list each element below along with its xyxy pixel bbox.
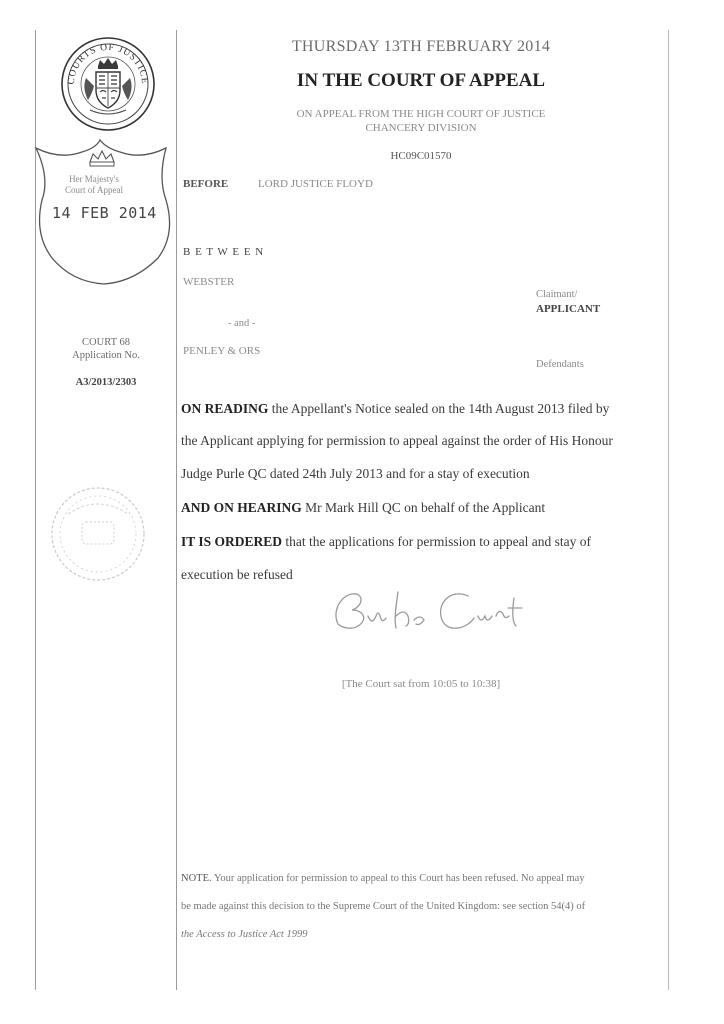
ordered-line1 xyxy=(181,534,661,550)
appeal-from-line2: CHANCERY DIVISION xyxy=(365,122,477,134)
note-text-1: . Your application for permission to appeal to this Court has been refused. No appeal may xyxy=(209,873,585,884)
court-title: IN THE COURT OF APPEAL xyxy=(296,70,546,91)
ordered-label: IT IS ORDERED xyxy=(181,534,283,549)
stamp-line2: Court of Appeal xyxy=(65,185,123,195)
stamp-date: 14 FEB 2014 xyxy=(52,204,157,222)
ordered-text-1: that the applications for permission to appeal and stay of xyxy=(282,534,591,549)
seal-text: COURTS OF JUSTICE xyxy=(66,42,150,85)
claimant-role-line2: APPLICANT xyxy=(536,303,601,315)
ordered-line2: execution be refused xyxy=(181,567,293,582)
court-number: COURT 68 xyxy=(82,337,130,348)
stamp-line1: Her Majesty's xyxy=(69,174,119,184)
judge-name: LORD JUSTICE FLOYD xyxy=(258,178,373,190)
on-hearing-line xyxy=(181,500,661,516)
order-date: THURSDAY 13TH FEBRUARY 2014 xyxy=(291,38,551,55)
court-sitting-times: [The Court sat from 10:05 to 10:38] xyxy=(341,678,501,690)
application-number: A3/2013/2303 xyxy=(75,377,137,388)
application-label: Application No. xyxy=(72,350,140,361)
on-reading-line2: the Applicant applying for permission to appeal against the order of His Honour xyxy=(181,433,613,448)
between-label: B E T W E E N xyxy=(183,246,265,258)
on-hearing-label: AND ON HEARING xyxy=(181,500,302,515)
and-label: - and - xyxy=(228,318,256,329)
on-reading-text-1: the Appellant's Notice sealed on the 14th August 2013 filed by xyxy=(268,401,610,416)
signature-icon xyxy=(318,582,538,642)
court-seal xyxy=(60,36,156,132)
before-label: BEFORE xyxy=(183,178,229,190)
faint-seal-icon xyxy=(48,484,148,584)
note-line3: the Access to Justice Act 1999 xyxy=(181,929,308,940)
note-line1 xyxy=(181,873,661,884)
case-number: HC09C01570 xyxy=(390,150,452,162)
on-reading-line1 xyxy=(181,401,661,417)
faint-seal xyxy=(48,484,148,584)
appeal-from-line1: ON APPEAL FROM THE HIGH COURT OF JUSTICE xyxy=(296,108,546,120)
right-margin-line xyxy=(668,30,669,990)
claimant-role-line1: Claimant/ xyxy=(536,289,578,300)
on-reading-label: ON READING xyxy=(181,401,269,416)
seal-icon xyxy=(60,36,156,132)
signature xyxy=(318,582,538,642)
on-reading-line3: Judge Purle QC dated 24th July 2013 and for a stay of execution xyxy=(181,466,530,481)
defendant-role: Defendants xyxy=(536,359,584,370)
claimant-name: WEBSTER xyxy=(183,276,235,288)
received-stamp xyxy=(30,138,180,288)
defendant-name: PENLEY & ORS xyxy=(183,345,261,357)
on-hearing-text: Mr Mark Hill QC on behalf of the Applicant xyxy=(301,500,546,515)
note-label: NOTE xyxy=(181,873,209,884)
note-line2: be made against this decision to the Supreme Court of the United Kingdom: see section 54(4) of xyxy=(181,901,586,912)
